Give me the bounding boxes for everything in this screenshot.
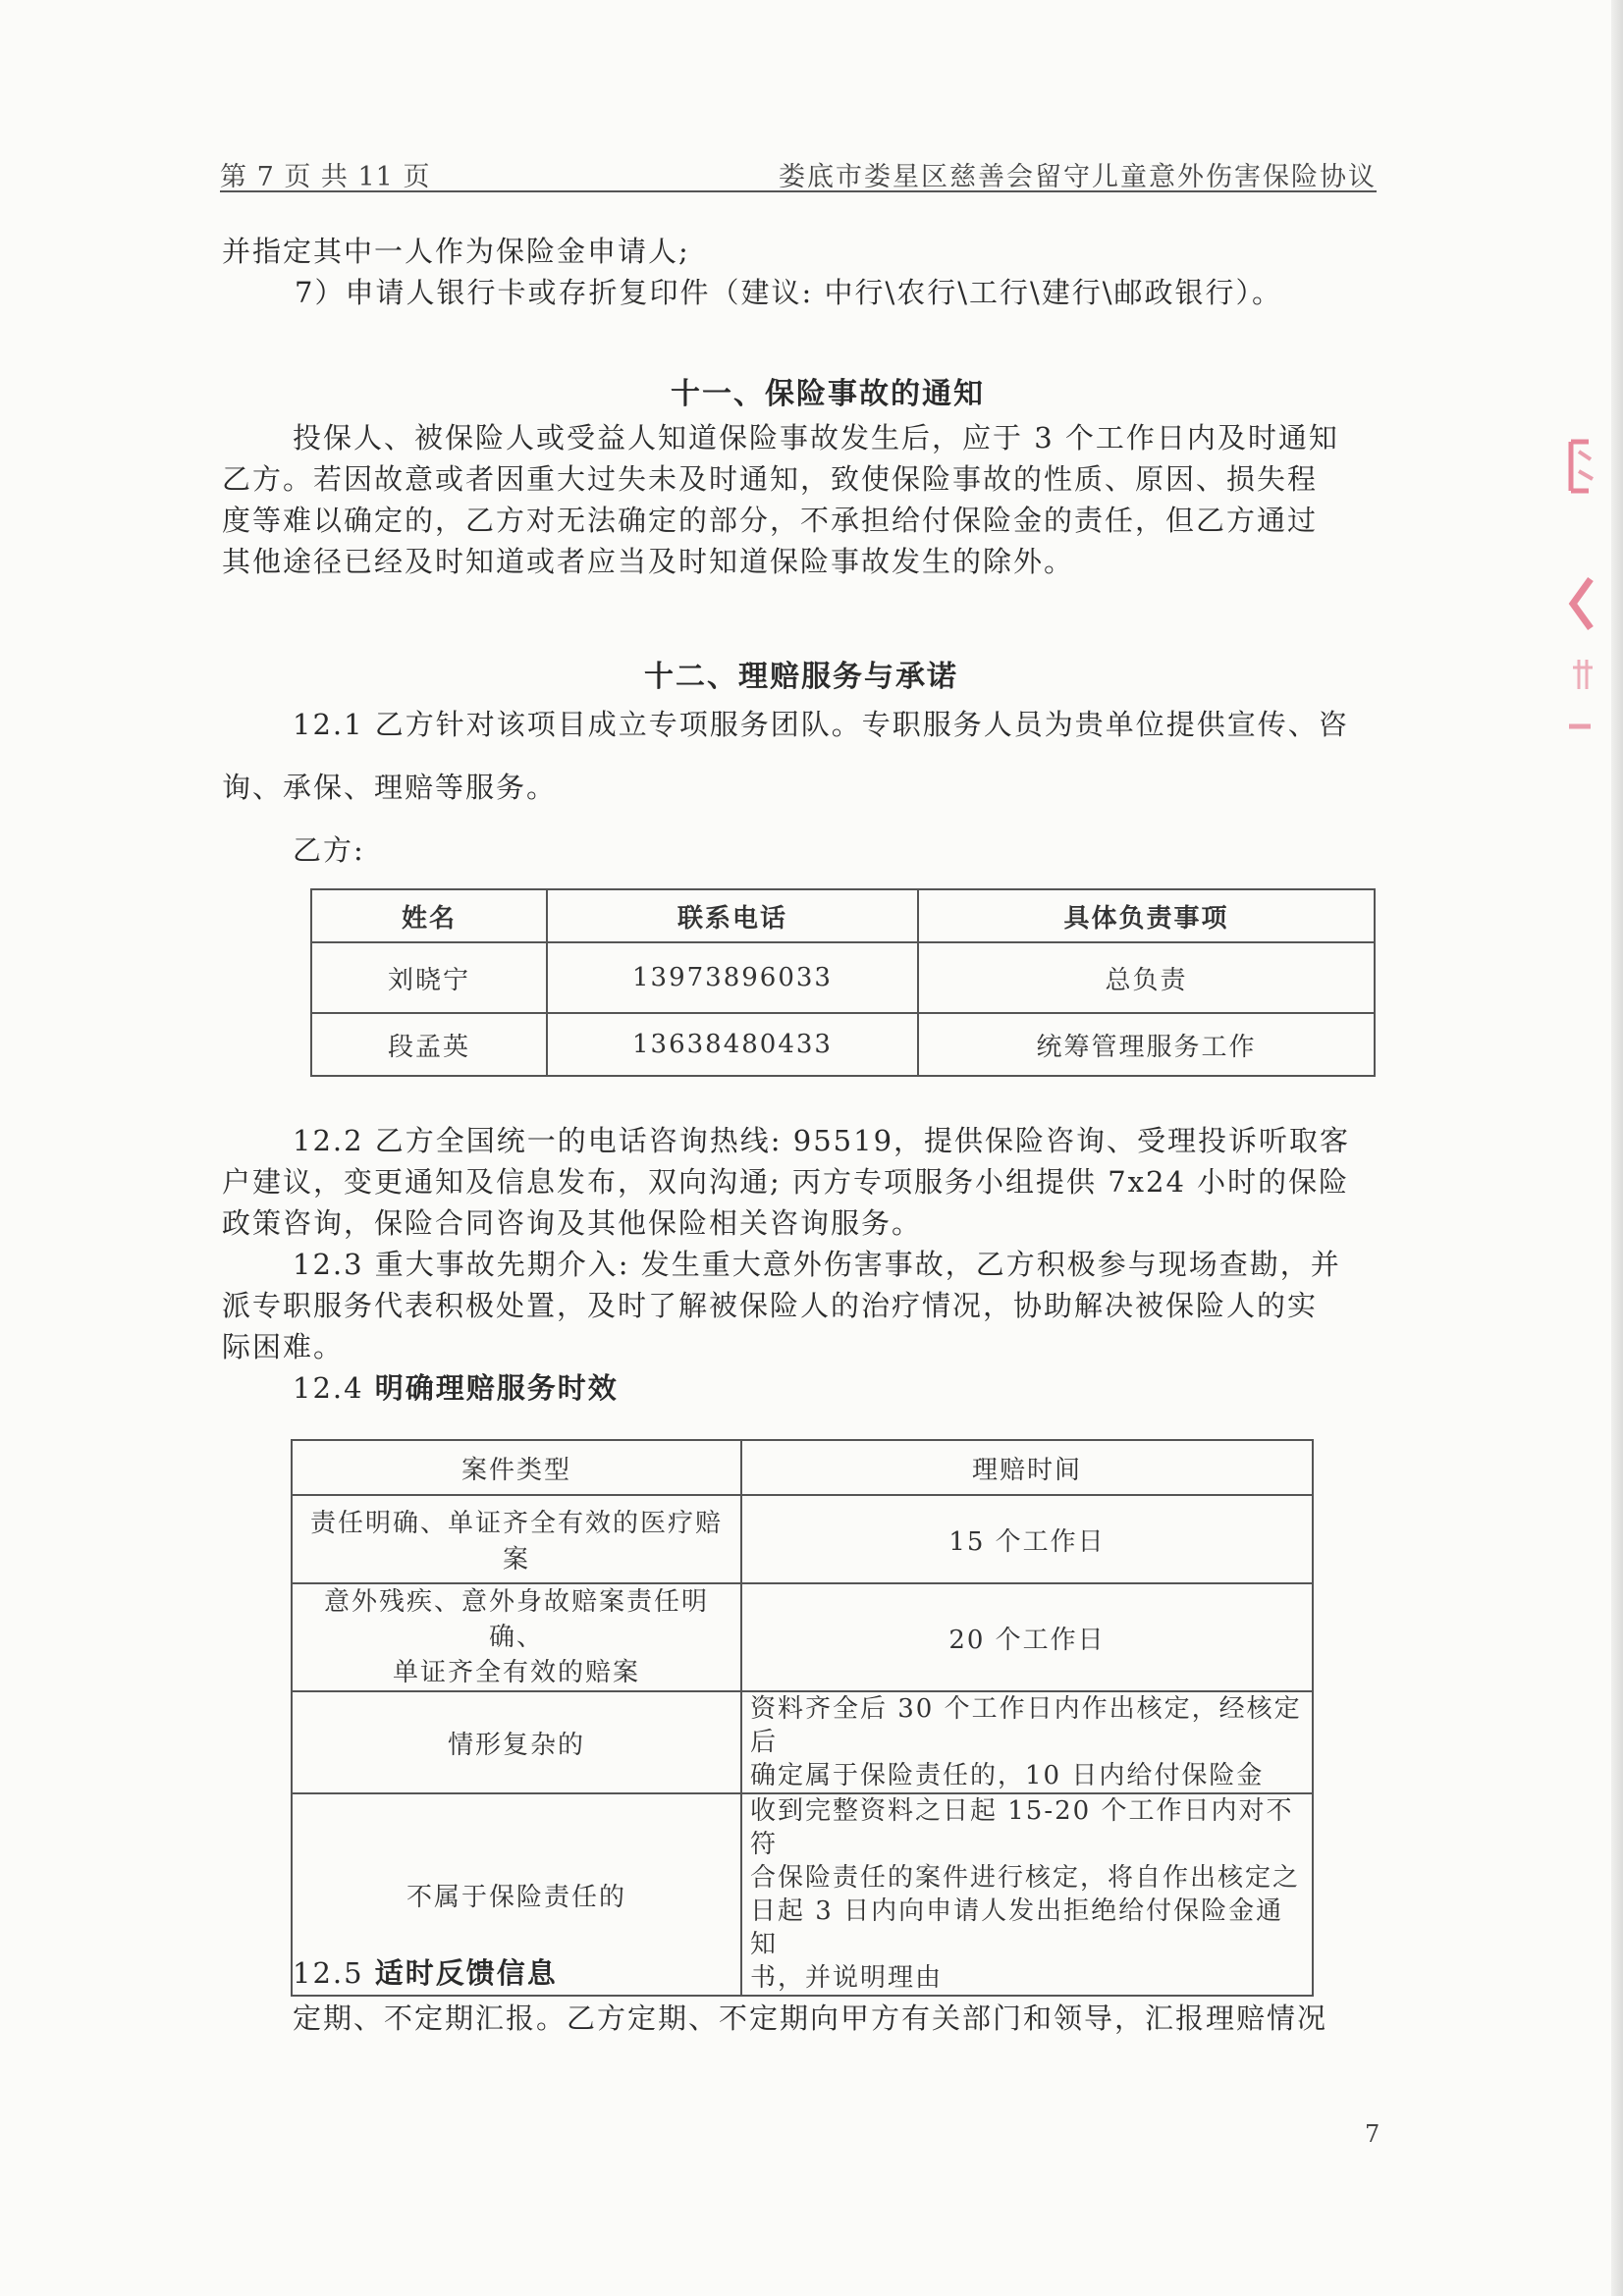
subsection-title (293, 1368, 619, 1408)
text-line: 派专职服务代表积极处置，及时了解被保险人的治疗情况，协助解决被保险人的实 (222, 1289, 1319, 1322)
subsection-number: 12.5 (293, 1956, 375, 1990)
table-cell: 总负责 (918, 942, 1375, 1013)
table-cell (741, 1793, 1313, 1996)
text-line: 投保人、被保险人或受益人知道保险事故发生后，应于 3 个工作日内及时通知 (293, 421, 1339, 454)
page-edge (1611, 0, 1623, 2296)
cell-line: 资料齐全后 30 个工作日内作出核定，经核定后 (750, 1694, 1302, 1757)
text-line: 12.1 乙方针对该项目成立专项服务团队。专职服务人员为贵单位提供宣传、咨 (293, 708, 1349, 741)
cell-line: 单证齐全有效的赔案 (392, 1658, 640, 1687)
cell-line: 意外残疾、意外身故赔案责任明确、 (323, 1587, 709, 1652)
text-line: 12.2 乙方全国统一的电话咨询热线: 95519，提供保险咨询、受理投诉听取客 (293, 1124, 1351, 1157)
table-cell: 统筹管理服务工作 (918, 1013, 1375, 1076)
cell-line: 合保险责任的案件进行核定，将自作出核定之 (750, 1863, 1301, 1893)
table-cell: 责任明确、单证齐全有效的医疗赔案 (292, 1495, 741, 1583)
table-header: 姓名 (311, 889, 547, 942)
table-header: 具体负责事项 (918, 889, 1375, 942)
section-heading: 十一、保险事故的通知 (671, 377, 985, 411)
table-row (292, 1495, 1313, 1583)
text-line: 乙方。若因故意或者因重大过失未及时通知，致使保险事故的性质、原因、损失程 (222, 462, 1319, 496)
table-cell: 13973896033 (547, 942, 918, 1013)
table-cell: 刘晓宁 (311, 942, 547, 1013)
text-line: 询、承保、理赔等服务。 (222, 771, 558, 804)
cell-line: 日起 3 日内向申请人发出拒绝给付保险金通知 (750, 1896, 1284, 1959)
table-header: 理赔时间 (741, 1440, 1313, 1495)
page-header (220, 155, 1377, 192)
text-line: 定期、不定期汇报。乙方定期、不定期向甲方有关部门和领导，汇报理赔情况 (293, 2002, 1328, 2035)
table-cell: 段孟英 (311, 1013, 547, 1076)
text-line: 政策咨询，保险合同咨询及其他保险相关咨询服务。 (222, 1206, 923, 1240)
subsection-title (293, 1953, 558, 1993)
text-line: 户建议，变更通知及信息发布，双向沟通; 丙方专项服务小组提供 7x24 小时的保险 (222, 1165, 1350, 1199)
claims-table (291, 1439, 1314, 1997)
section-heading: 十二、理赔服务与承诺 (644, 660, 958, 694)
table-row (311, 1013, 1375, 1076)
table-header-row (311, 889, 1375, 942)
subsection-number: 12.4 (293, 1371, 375, 1405)
document-title: 娄底市娄星区慈善会留守儿童意外伤害保险协议 (779, 162, 1377, 192)
subsection-label: 明确理赔服务时效 (374, 1371, 619, 1405)
text-line: 度等难以确定的，乙方对无法确定的部分，不承担给付保险金的责任，但乙方通过 (222, 504, 1319, 537)
table-cell: 不属于保险责任的 (292, 1793, 741, 1996)
page-info: 第 7 页 共 11 页 (220, 162, 431, 192)
subsection-label: 适时反馈信息 (374, 1956, 558, 1990)
text-line: 其他途径已经及时知道或者应当及时知道保险事故发生的除外。 (222, 545, 1075, 578)
table-cell (741, 1691, 1313, 1793)
cell-line: 确定属于保险责任的，10 日内给付保险金 (750, 1761, 1265, 1790)
text-line: 12.3 重大事故先期介入: 发生重大意外伤害事故，乙方积极参与现场查勘，并 (293, 1248, 1341, 1281)
table-cell: 20 个工作日 (741, 1583, 1313, 1691)
cell-line: 书，并说明理由 (750, 1963, 944, 1993)
table-row (311, 942, 1375, 1013)
table-cell: 15 个工作日 (741, 1495, 1313, 1583)
page-number: 7 (1365, 2120, 1380, 2148)
contact-table (310, 888, 1376, 1077)
seal-stamp-fragment (1561, 432, 1600, 756)
table-header: 联系电话 (547, 889, 918, 942)
table-cell: 13638480433 (547, 1013, 918, 1076)
table-row (292, 1583, 1313, 1691)
text-line: 并指定其中一人作为保险金申请人; (222, 235, 690, 268)
cell-line: 收到完整资料之日起 15-20 个工作日内对不符 (750, 1796, 1294, 1859)
party-label: 乙方: (293, 833, 365, 867)
text-line: 际困难。 (222, 1330, 345, 1363)
table-cell (292, 1583, 741, 1691)
table-cell: 情形复杂的 (292, 1691, 741, 1793)
text-line: 7）申请人银行卡或存折复印件（建议: 中行\农行\工行\建行\邮政银行）。 (295, 276, 1283, 309)
table-row (292, 1691, 1313, 1793)
table-header: 案件类型 (292, 1440, 741, 1495)
table-header-row (292, 1440, 1313, 1495)
